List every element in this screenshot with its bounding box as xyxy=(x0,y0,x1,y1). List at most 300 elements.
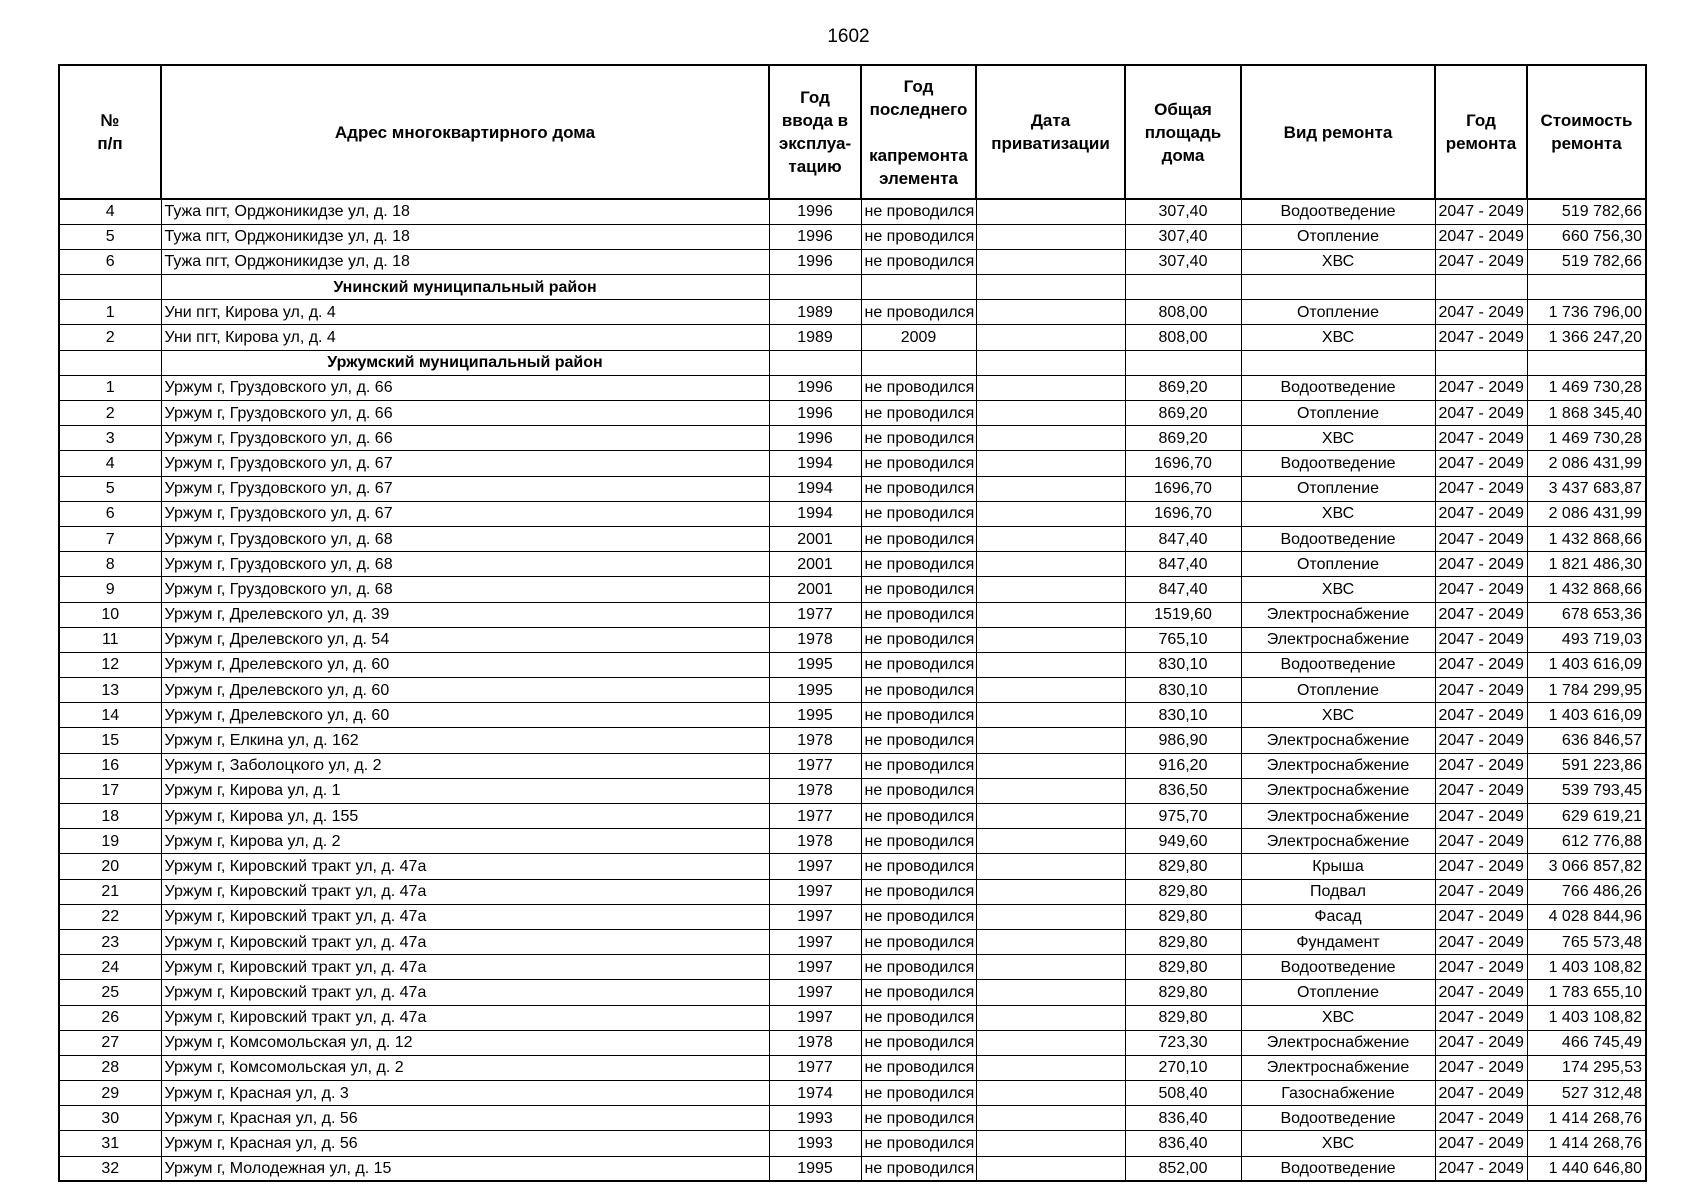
repair-year-cell: 2047 - 2049 xyxy=(1435,980,1527,1005)
area-cell: 307,40 xyxy=(1125,249,1241,274)
address-cell: Тужа пгт, Орджоникидзе ул, д. 18 xyxy=(161,199,769,224)
cost-cell: 766 486,26 xyxy=(1527,879,1646,904)
privatization-cell xyxy=(976,300,1125,325)
row-number: 9 xyxy=(59,577,161,602)
privatization-cell xyxy=(976,955,1125,980)
repair-year-cell: 2047 - 2049 xyxy=(1435,199,1527,224)
cost-cell: 1 432 868,66 xyxy=(1527,526,1646,551)
table-row xyxy=(59,879,1646,904)
header-line: Дата xyxy=(1030,111,1071,130)
cost-cell: 1 403 616,09 xyxy=(1527,652,1646,677)
last-repair-cell: не проводился xyxy=(861,1055,976,1080)
repair-year-cell: 2047 - 2049 xyxy=(1435,1055,1527,1080)
last-repair-cell: не проводился xyxy=(861,955,976,980)
row-number: 16 xyxy=(59,753,161,778)
year-built-cell: 1996 xyxy=(769,249,861,274)
empty-cell xyxy=(59,275,161,300)
year-built-cell: 2001 xyxy=(769,577,861,602)
cost-cell: 519 782,66 xyxy=(1527,249,1646,274)
repair-type-cell: Отопление xyxy=(1241,678,1435,703)
empty-cell xyxy=(976,350,1125,375)
last-repair-cell: не проводился xyxy=(861,778,976,803)
address-cell: Уржум г, Кирова ул, д. 2 xyxy=(161,829,769,854)
repair-year-cell: 2047 - 2049 xyxy=(1435,602,1527,627)
area-cell: 723,30 xyxy=(1125,1030,1241,1055)
table-row xyxy=(59,753,1646,778)
table-row xyxy=(59,980,1646,1005)
area-cell: 765,10 xyxy=(1125,627,1241,652)
address-cell: Уржум г, Дрелевского ул, д. 39 xyxy=(161,602,769,627)
last-repair-cell: не проводился xyxy=(861,1005,976,1030)
header-line: приватизации xyxy=(991,134,1110,153)
privatization-cell xyxy=(976,451,1125,476)
table-row xyxy=(59,476,1646,501)
area-cell: 836,50 xyxy=(1125,778,1241,803)
header-address xyxy=(161,65,769,199)
district-heading-row xyxy=(59,275,1646,300)
header-line: п/п xyxy=(97,134,123,153)
area-cell: 829,80 xyxy=(1125,929,1241,954)
row-number: 22 xyxy=(59,904,161,929)
area-cell: 829,80 xyxy=(1125,904,1241,929)
address-cell: Уржум г, Кировский тракт ул, д. 47а xyxy=(161,1005,769,1030)
last-repair-cell: не проводился xyxy=(861,728,976,753)
year-built-cell: 1995 xyxy=(769,703,861,728)
last-repair-cell: не проводился xyxy=(861,375,976,400)
cost-cell: 1 414 268,76 xyxy=(1527,1106,1646,1131)
header-area xyxy=(1125,65,1241,199)
last-repair-cell: не проводился xyxy=(861,224,976,249)
row-number: 7 xyxy=(59,526,161,551)
last-repair-cell: не проводился xyxy=(861,804,976,829)
repair-year-cell: 2047 - 2049 xyxy=(1435,426,1527,451)
row-number: 6 xyxy=(59,249,161,274)
header-line: Год xyxy=(903,76,934,96)
repair-type-cell: Электроснабжение xyxy=(1241,778,1435,803)
year-built-cell: 1993 xyxy=(769,1106,861,1131)
cost-cell: 1 736 796,00 xyxy=(1527,300,1646,325)
repair-type-cell: Электроснабжение xyxy=(1241,627,1435,652)
repair-type-cell: Отопление xyxy=(1241,476,1435,501)
area-cell: 830,10 xyxy=(1125,678,1241,703)
repair-year-cell: 2047 - 2049 xyxy=(1435,1005,1527,1030)
privatization-cell xyxy=(976,753,1125,778)
privatization-cell xyxy=(976,1131,1125,1156)
last-repair-cell: не проводился xyxy=(861,401,976,426)
cost-cell: 1 414 268,76 xyxy=(1527,1131,1646,1156)
cost-cell: 2 086 431,99 xyxy=(1527,451,1646,476)
privatization-cell xyxy=(976,829,1125,854)
last-repair-cell: не проводился xyxy=(861,249,976,274)
cost-cell: 1 440 646,80 xyxy=(1527,1156,1646,1181)
repair-type-cell: ХВС xyxy=(1241,501,1435,526)
repair-type-cell: Электроснабжение xyxy=(1241,1055,1435,1080)
repair-type-cell: Отопление xyxy=(1241,224,1435,249)
year-built-cell: 1994 xyxy=(769,501,861,526)
repair-type-cell: Крыша xyxy=(1241,854,1435,879)
table-row xyxy=(59,300,1646,325)
address-cell: Уржум г, Груздовского ул, д. 66 xyxy=(161,401,769,426)
row-number: 8 xyxy=(59,552,161,577)
cost-cell: 1 469 730,28 xyxy=(1527,426,1646,451)
header-last-repair xyxy=(861,65,976,199)
repair-year-cell: 2047 - 2049 xyxy=(1435,879,1527,904)
cost-cell: 1 432 868,66 xyxy=(1527,577,1646,602)
table-row xyxy=(59,703,1646,728)
header-num xyxy=(59,65,161,199)
repair-type-cell: Электроснабжение xyxy=(1241,804,1435,829)
table-row xyxy=(59,829,1646,854)
header-line: ремонта xyxy=(1551,134,1622,153)
address-cell: Уржум г, Елкина ул, д. 162 xyxy=(161,728,769,753)
cost-cell: 660 756,30 xyxy=(1527,224,1646,249)
row-number: 28 xyxy=(59,1055,161,1080)
district-heading-row xyxy=(59,350,1646,375)
year-built-cell: 1995 xyxy=(769,1156,861,1181)
year-built-cell: 1997 xyxy=(769,955,861,980)
empty-cell xyxy=(1125,275,1241,300)
address-cell: Уржум г, Дрелевского ул, д. 60 xyxy=(161,678,769,703)
last-repair-cell: не проводился xyxy=(861,1156,976,1181)
cost-cell: 678 653,36 xyxy=(1527,602,1646,627)
repair-year-cell: 2047 - 2049 xyxy=(1435,804,1527,829)
last-repair-cell: не проводился xyxy=(861,476,976,501)
repair-year-cell: 2047 - 2049 xyxy=(1435,728,1527,753)
year-built-cell: 1977 xyxy=(769,753,861,778)
year-built-cell: 1994 xyxy=(769,476,861,501)
year-built-cell: 1978 xyxy=(769,627,861,652)
header-line: Общая xyxy=(1154,99,1212,119)
table-row xyxy=(59,199,1646,224)
year-built-cell: 1996 xyxy=(769,401,861,426)
privatization-cell xyxy=(976,804,1125,829)
repair-plan-table xyxy=(58,64,1647,1182)
area-cell: 829,80 xyxy=(1125,980,1241,1005)
area-cell: 829,80 xyxy=(1125,955,1241,980)
last-repair-cell: не проводился xyxy=(861,753,976,778)
address-cell: Уржум г, Дрелевского ул, д. 60 xyxy=(161,703,769,728)
year-built-cell: 1989 xyxy=(769,300,861,325)
repair-year-cell: 2047 - 2049 xyxy=(1435,904,1527,929)
repair-type-cell: Подвал xyxy=(1241,879,1435,904)
table-row xyxy=(59,854,1646,879)
table-row xyxy=(59,224,1646,249)
last-repair-cell: не проводился xyxy=(861,300,976,325)
repair-type-cell: Отопление xyxy=(1241,300,1435,325)
row-number: 5 xyxy=(59,476,161,501)
cost-cell: 174 295,53 xyxy=(1527,1055,1646,1080)
address-cell: Уржум г, Кировский тракт ул, д. 47а xyxy=(161,854,769,879)
cost-cell: 4 028 844,96 xyxy=(1527,904,1646,929)
cost-cell: 519 782,66 xyxy=(1527,199,1646,224)
cost-cell: 527 312,48 xyxy=(1527,1081,1646,1106)
year-built-cell: 1978 xyxy=(769,728,861,753)
row-number: 24 xyxy=(59,955,161,980)
row-number: 30 xyxy=(59,1106,161,1131)
repair-year-cell: 2047 - 2049 xyxy=(1435,778,1527,803)
repair-type-cell: Электроснабжение xyxy=(1241,728,1435,753)
row-number: 17 xyxy=(59,778,161,803)
row-number: 27 xyxy=(59,1030,161,1055)
cost-cell: 1 783 655,10 xyxy=(1527,980,1646,1005)
year-built-cell: 1997 xyxy=(769,879,861,904)
repair-year-cell: 2047 - 2049 xyxy=(1435,552,1527,577)
repair-year-cell: 2047 - 2049 xyxy=(1435,829,1527,854)
area-cell: 836,40 xyxy=(1125,1131,1241,1156)
row-number: 15 xyxy=(59,728,161,753)
district-name: Унинский муниципальный район xyxy=(161,275,769,300)
year-built-cell: 1978 xyxy=(769,1030,861,1055)
privatization-cell xyxy=(976,199,1125,224)
last-repair-cell: не проводился xyxy=(861,526,976,551)
row-number: 2 xyxy=(59,401,161,426)
cost-cell: 1 366 247,20 xyxy=(1527,325,1646,350)
cost-cell: 493 719,03 xyxy=(1527,627,1646,652)
repair-year-cell: 2047 - 2049 xyxy=(1435,1081,1527,1106)
privatization-cell xyxy=(976,1106,1125,1131)
repair-type-cell: Водоотведение xyxy=(1241,375,1435,400)
last-repair-cell: не проводился xyxy=(861,426,976,451)
year-built-cell: 1993 xyxy=(769,1131,861,1156)
repair-year-cell: 2047 - 2049 xyxy=(1435,577,1527,602)
privatization-cell xyxy=(976,602,1125,627)
header-line: Стоимость xyxy=(1540,111,1633,130)
row-number: 32 xyxy=(59,1156,161,1181)
table-row xyxy=(59,904,1646,929)
repair-type-cell: Фундамент xyxy=(1241,929,1435,954)
table-row xyxy=(59,778,1646,803)
row-number: 3 xyxy=(59,426,161,451)
header-line: дома xyxy=(1161,145,1205,165)
area-cell: 852,00 xyxy=(1125,1156,1241,1181)
address-cell: Уни пгт, Кирова ул, д. 4 xyxy=(161,300,769,325)
last-repair-cell: не проводился xyxy=(861,577,976,602)
header-line: тацию xyxy=(788,157,842,176)
last-repair-cell: не проводился xyxy=(861,854,976,879)
repair-type-cell: ХВС xyxy=(1241,1005,1435,1030)
address-cell: Уржум г, Груздовского ул, д. 66 xyxy=(161,426,769,451)
cost-cell: 591 223,86 xyxy=(1527,753,1646,778)
privatization-cell xyxy=(976,375,1125,400)
row-number: 14 xyxy=(59,703,161,728)
repair-year-cell: 2047 - 2049 xyxy=(1435,929,1527,954)
table-row xyxy=(59,577,1646,602)
year-built-cell: 2001 xyxy=(769,552,861,577)
repair-type-cell: ХВС xyxy=(1241,249,1435,274)
privatization-cell xyxy=(976,426,1125,451)
row-number: 6 xyxy=(59,501,161,526)
repair-type-cell: Фасад xyxy=(1241,904,1435,929)
last-repair-cell: не проводился xyxy=(861,1131,976,1156)
last-repair-cell: не проводился xyxy=(861,980,976,1005)
repair-type-cell: ХВС xyxy=(1241,703,1435,728)
repair-year-cell: 2047 - 2049 xyxy=(1435,678,1527,703)
address-cell: Уржум г, Груздовского ул, д. 67 xyxy=(161,501,769,526)
area-cell: 869,20 xyxy=(1125,401,1241,426)
privatization-cell xyxy=(976,879,1125,904)
row-number: 4 xyxy=(59,199,161,224)
last-repair-cell: не проводился xyxy=(861,929,976,954)
table-row xyxy=(59,1156,1646,1181)
privatization-cell xyxy=(976,703,1125,728)
last-repair-cell: не проводился xyxy=(861,451,976,476)
year-built-cell: 1997 xyxy=(769,929,861,954)
row-number: 26 xyxy=(59,1005,161,1030)
area-cell: 307,40 xyxy=(1125,224,1241,249)
header-line: № xyxy=(100,111,120,130)
cost-cell: 629 619,21 xyxy=(1527,804,1646,829)
repair-type-cell: Отопление xyxy=(1241,401,1435,426)
privatization-cell xyxy=(976,552,1125,577)
table-row xyxy=(59,955,1646,980)
address-cell: Уржум г, Кировский тракт ул, д. 47а xyxy=(161,879,769,904)
address-cell: Уржум г, Комсомольская ул, д. 12 xyxy=(161,1030,769,1055)
repair-year-cell: 2047 - 2049 xyxy=(1435,401,1527,426)
address-cell: Уржум г, Комсомольская ул, д. 2 xyxy=(161,1055,769,1080)
year-built-cell: 1995 xyxy=(769,652,861,677)
address-cell: Уржум г, Груздовского ул, д. 68 xyxy=(161,577,769,602)
row-number: 1 xyxy=(59,375,161,400)
row-number: 23 xyxy=(59,929,161,954)
last-repair-cell: не проводился xyxy=(861,1106,976,1131)
repair-type-cell: Водоотведение xyxy=(1241,652,1435,677)
header-line: площадь xyxy=(1144,122,1222,142)
address-cell: Тужа пгт, Орджоникидзе ул, д. 18 xyxy=(161,224,769,249)
area-cell: 508,40 xyxy=(1125,1081,1241,1106)
header-privatization xyxy=(976,65,1125,199)
repair-year-cell: 2047 - 2049 xyxy=(1435,451,1527,476)
header-repair-year xyxy=(1435,65,1527,199)
year-built-cell: 1977 xyxy=(769,602,861,627)
table-header-row xyxy=(59,65,1646,199)
repair-year-cell: 2047 - 2049 xyxy=(1435,627,1527,652)
year-built-cell: 1995 xyxy=(769,678,861,703)
header-cost xyxy=(1527,65,1646,199)
last-repair-cell: не проводился xyxy=(861,1081,976,1106)
area-cell: 808,00 xyxy=(1125,300,1241,325)
repair-year-cell: 2047 - 2049 xyxy=(1435,249,1527,274)
repair-type-cell: Водоотведение xyxy=(1241,199,1435,224)
address-cell: Уржум г, Груздовского ул, д. 68 xyxy=(161,552,769,577)
repair-type-cell: Отопление xyxy=(1241,552,1435,577)
repair-year-cell: 2047 - 2049 xyxy=(1435,300,1527,325)
table-row xyxy=(59,1081,1646,1106)
table-row xyxy=(59,526,1646,551)
privatization-cell xyxy=(976,678,1125,703)
year-built-cell: 2001 xyxy=(769,526,861,551)
page-number: 1602 xyxy=(827,26,870,47)
repair-type-cell: ХВС xyxy=(1241,577,1435,602)
year-built-cell: 1997 xyxy=(769,904,861,929)
header-line: Вид ремонта xyxy=(1283,122,1393,142)
address-cell: Уржум г, Красная ул, д. 56 xyxy=(161,1106,769,1131)
repair-type-cell: ХВС xyxy=(1241,325,1435,350)
header-line: капремонта xyxy=(869,145,968,165)
cost-cell: 765 573,48 xyxy=(1527,929,1646,954)
empty-cell xyxy=(59,350,161,375)
area-cell: 808,00 xyxy=(1125,325,1241,350)
cost-cell: 1 868 345,40 xyxy=(1527,401,1646,426)
last-repair-cell: не проводился xyxy=(861,703,976,728)
address-cell: Уржум г, Кировский тракт ул, д. 47а xyxy=(161,929,769,954)
address-cell: Уржум г, Груздовского ул, д. 67 xyxy=(161,451,769,476)
repair-type-cell: Электроснабжение xyxy=(1241,1030,1435,1055)
row-number: 11 xyxy=(59,627,161,652)
year-built-cell: 1997 xyxy=(769,854,861,879)
row-number: 10 xyxy=(59,602,161,627)
address-cell: Уржум г, Кирова ул, д. 1 xyxy=(161,778,769,803)
repair-year-cell: 2047 - 2049 xyxy=(1435,1106,1527,1131)
table-row xyxy=(59,552,1646,577)
privatization-cell xyxy=(976,1081,1125,1106)
empty-cell xyxy=(1241,275,1435,300)
last-repair-cell: 2009 xyxy=(861,325,976,350)
last-repair-cell: не проводился xyxy=(861,552,976,577)
table-row xyxy=(59,929,1646,954)
area-cell: 1519,60 xyxy=(1125,602,1241,627)
table-row xyxy=(59,451,1646,476)
header-line: ремонта xyxy=(1445,134,1517,153)
repair-type-cell: ХВС xyxy=(1241,1131,1435,1156)
repair-type-cell: Электроснабжение xyxy=(1241,829,1435,854)
address-cell: Уржум г, Молодежная ул, д. 15 xyxy=(161,1156,769,1181)
row-number: 13 xyxy=(59,678,161,703)
table-row xyxy=(59,501,1646,526)
table-row xyxy=(59,652,1646,677)
repair-type-cell: Водоотведение xyxy=(1241,1156,1435,1181)
repair-type-cell: Отопление xyxy=(1241,980,1435,1005)
area-cell: 847,40 xyxy=(1125,577,1241,602)
empty-cell xyxy=(769,350,861,375)
address-cell: Уржум г, Кировский тракт ул, д. 47а xyxy=(161,980,769,1005)
area-cell: 975,70 xyxy=(1125,804,1241,829)
address-cell: Уржум г, Кировский тракт ул, д. 47а xyxy=(161,955,769,980)
privatization-cell xyxy=(976,980,1125,1005)
table-row xyxy=(59,1030,1646,1055)
area-cell: 869,20 xyxy=(1125,426,1241,451)
empty-cell xyxy=(769,275,861,300)
header-line: Год xyxy=(800,88,830,107)
cost-cell: 1 403 108,82 xyxy=(1527,955,1646,980)
address-cell: Уржум г, Красная ул, д. 3 xyxy=(161,1081,769,1106)
year-built-cell: 1996 xyxy=(769,375,861,400)
last-repair-cell: не проводился xyxy=(861,678,976,703)
area-cell: 829,80 xyxy=(1125,879,1241,904)
empty-cell xyxy=(861,350,976,375)
repair-year-cell: 2047 - 2049 xyxy=(1435,325,1527,350)
year-built-cell: 1978 xyxy=(769,829,861,854)
empty-cell xyxy=(1435,275,1527,300)
area-cell: 986,90 xyxy=(1125,728,1241,753)
privatization-cell xyxy=(976,652,1125,677)
privatization-cell xyxy=(976,1156,1125,1181)
repair-type-cell: Электроснабжение xyxy=(1241,602,1435,627)
privatization-cell xyxy=(976,929,1125,954)
row-number: 4 xyxy=(59,451,161,476)
address-cell: Уржум г, Дрелевского ул, д. 54 xyxy=(161,627,769,652)
privatization-cell xyxy=(976,577,1125,602)
cost-cell: 1 784 299,95 xyxy=(1527,678,1646,703)
year-built-cell: 1997 xyxy=(769,980,861,1005)
privatization-cell xyxy=(976,778,1125,803)
cost-cell: 1 403 616,09 xyxy=(1527,703,1646,728)
row-number: 5 xyxy=(59,224,161,249)
last-repair-cell: не проводился xyxy=(861,829,976,854)
year-built-cell: 1996 xyxy=(769,224,861,249)
repair-year-cell: 2047 - 2049 xyxy=(1435,1030,1527,1055)
address-cell: Уни пгт, Кирова ул, д. 4 xyxy=(161,325,769,350)
repair-year-cell: 2047 - 2049 xyxy=(1435,224,1527,249)
